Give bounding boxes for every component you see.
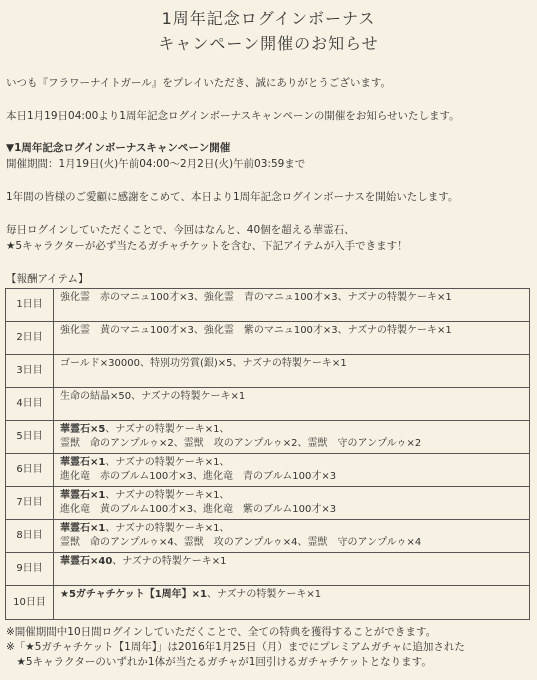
campaign-heading: ▼1周年記念ログインボーナスキャンペーン開催 — [6, 142, 231, 154]
reward-items — [54, 520, 530, 553]
reward-line — [60, 456, 523, 470]
reward-items — [54, 586, 530, 620]
reward-row — [6, 586, 530, 620]
rewards-label: 【報酬アイテム】 — [6, 273, 89, 285]
rewards-table — [5, 288, 530, 620]
reward-day: 6日目 — [6, 454, 54, 487]
reward-text: 、ナズナの特製ケーキ×1 — [112, 556, 227, 567]
reward-day: 9日目 — [6, 553, 54, 586]
reward-day: 8日目 — [6, 520, 54, 553]
reward-line — [60, 291, 523, 305]
reward-text: 、ナズナの特製ケーキ×1 — [207, 589, 322, 600]
title-line-2: キャンペーン開催のお知らせ — [158, 34, 379, 53]
reward-items — [54, 388, 530, 421]
notes — [6, 625, 465, 670]
reward-highlight: 華霊石×40 — [60, 556, 113, 567]
reward-items — [54, 355, 530, 388]
reward-row — [6, 421, 530, 454]
reward-row — [6, 322, 530, 355]
reward-text: 生命の結晶×50、ナズナの特製ケーキ×1 — [60, 391, 246, 402]
daily-text-1: 毎日ログインしていただくことで、今回はなんと、40個を超える華霊石、 — [6, 224, 355, 236]
reward-items — [54, 553, 530, 586]
reward-row — [6, 520, 530, 553]
reward-row — [6, 454, 530, 487]
reward-day: 5日目 — [6, 421, 54, 454]
reward-text: ゴールド×30000、特別功労賞(銀)×5、ナズナの特製ケーキ×1 — [60, 358, 347, 369]
reward-day: 7日目 — [6, 487, 54, 520]
announce-text: 本日1月19日04:00より1周年記念ログインボーナスキャンペーンの開催をお知らせいたします。 — [6, 110, 460, 122]
reward-line — [60, 357, 523, 371]
campaign-period: 開催期間：1月19日(火)午前04:00～2月2日(火)午前03:59まで — [6, 158, 306, 170]
reward-text: 、ナズナの特製ケーキ×1、 — [105, 523, 230, 534]
reward-row — [6, 553, 530, 586]
reward-text: 、ナズナの特製ケーキ×1、 — [105, 424, 230, 435]
reward-items — [54, 487, 530, 520]
note-2: ※「★5ガチャチケット【1周年】」は2016年1月25日（月）までにプレミアムガチャに追加された — [6, 641, 465, 653]
reward-highlight: 華霊石×1 — [60, 457, 106, 468]
reward-items — [54, 289, 530, 322]
reward-row — [6, 355, 530, 388]
note-3: ★5キャラクターのいずれか1体が当たるガチャが1回引けるガチャチケットとなります。 — [6, 656, 432, 668]
daily-text-2: ★5キャラクターが必ず当たるガチャチケットを含む、下記アイテムが入手できます！ — [6, 240, 408, 252]
intro-text: いつも『フラワーナイトガール』をプレイいただき、誠にありがとうございます。 — [6, 77, 392, 89]
reward-line: 霊獣 命のアンプルゥ×2、霊獣 攻のアンプルゥ×2、霊獣 守のアンプルゥ×2 — [60, 438, 422, 449]
reward-text: 、ナズナの特製ケーキ×1、 — [105, 490, 230, 501]
reward-text: 強化霊 赤のマニュ100才×3、強化霊 青のマニュ100才×3、ナズナの特製ケーキ×1 — [60, 292, 452, 303]
reward-line: 進化竜 黄のブルム100才×3、進化竜 紫のブルム100才×3 — [60, 504, 337, 515]
reward-day: 1日目 — [6, 289, 54, 322]
thanks-text: 1年間の皆様のご愛顧に感謝をこめて、本日より1周年記念ログインボーナスを開始いたします。 — [6, 191, 459, 203]
reward-line — [60, 555, 523, 569]
reward-day: 4日目 — [6, 388, 54, 421]
reward-line: 進化竜 赤のブルム100才×3、進化竜 青のブルム100才×3 — [60, 471, 337, 482]
reward-text: 強化霊 黄のマニュ100才×3、強化霊 紫のマニュ100才×3、ナズナの特製ケーキ×1 — [60, 325, 452, 336]
reward-row — [6, 487, 530, 520]
reward-highlight: 華霊石×1 — [60, 490, 106, 501]
reward-line: 霊獣 命のアンプルゥ×4、霊獣 攻のアンプルゥ×4、霊獣 守のアンプルゥ×4 — [60, 537, 422, 548]
reward-day: 2日目 — [6, 322, 54, 355]
reward-line — [60, 489, 523, 503]
reward-line — [60, 423, 523, 437]
reward-line — [60, 588, 523, 602]
reward-items — [54, 322, 530, 355]
reward-day: 3日目 — [6, 355, 54, 388]
reward-line — [60, 522, 523, 536]
reward-row — [6, 289, 530, 322]
reward-line — [60, 390, 523, 404]
reward-highlight: 華霊石×1 — [60, 523, 106, 534]
reward-day: 10日目 — [6, 586, 54, 620]
note-1: ※開催期間中10日間ログインしていただくことで、全ての特典を獲得することができます。 — [6, 626, 437, 638]
reward-highlight: ★5ガチャチケット【1周年】×1 — [60, 589, 208, 600]
reward-items — [54, 454, 530, 487]
title-line-1: 1周年記念ログインボーナス — [161, 9, 376, 28]
reward-items — [54, 421, 530, 454]
reward-highlight: 華霊石×5 — [60, 424, 106, 435]
reward-row — [6, 388, 530, 421]
reward-text: 、ナズナの特製ケーキ×1、 — [105, 457, 230, 468]
reward-line — [60, 324, 523, 338]
page-title — [0, 0, 537, 56]
